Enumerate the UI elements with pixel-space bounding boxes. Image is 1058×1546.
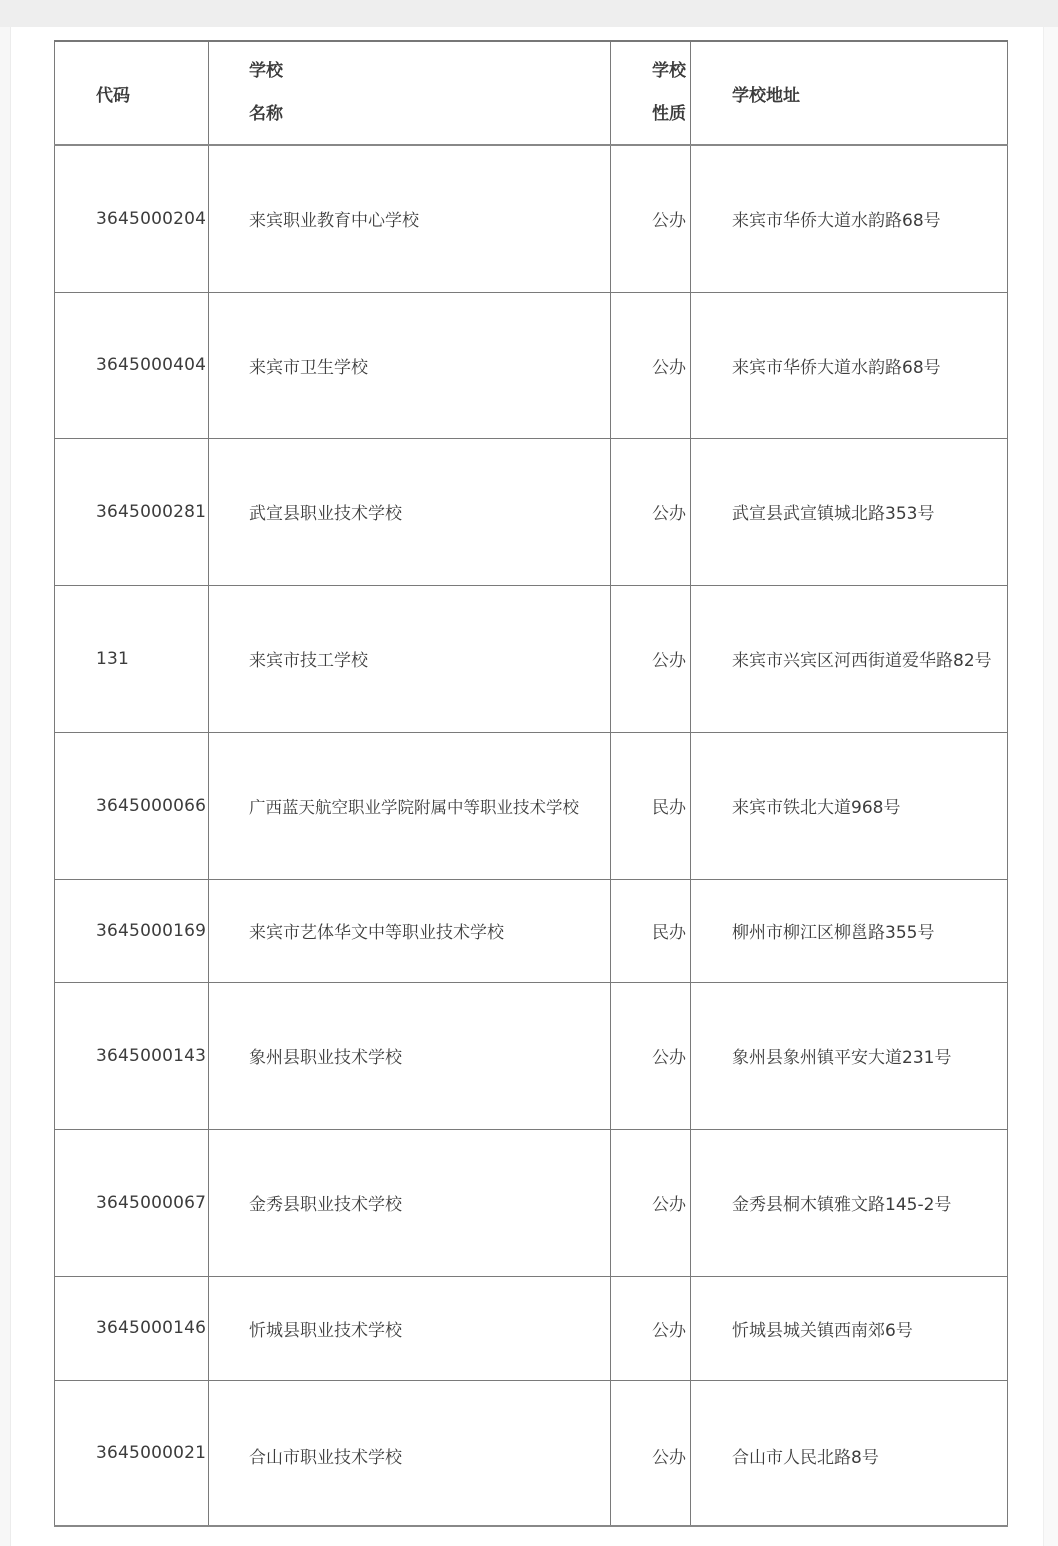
school-code: 3645000143	[96, 1045, 207, 1066]
cell-address	[691, 1276, 1008, 1380]
school-name: 广西蓝天航空职业学院附属中等职业技术学校	[249, 797, 579, 817]
table-row	[55, 879, 1008, 982]
school-type: 公办	[652, 1447, 686, 1468]
school-address: 忻城县城关镇西南郊6号	[732, 1320, 913, 1341]
cell-type	[611, 1380, 691, 1526]
school-type: 民办	[652, 798, 686, 818]
school-name: 来宾职业教育中心学校	[249, 211, 419, 232]
header-school-name	[209, 41, 611, 145]
cell-name	[209, 1276, 611, 1380]
cell-code	[55, 145, 209, 292]
cell-type	[611, 1129, 691, 1276]
cell-type	[611, 879, 691, 982]
school-type: 公办	[652, 1320, 686, 1341]
school-type: 民办	[652, 923, 686, 943]
school-code: 3645000169	[96, 920, 207, 941]
header-code	[55, 41, 209, 145]
school-name: 来宾市技工学校	[249, 651, 368, 671]
right-page-margin	[1043, 27, 1058, 1546]
school-address: 武宣县武宣镇城北路353号	[732, 504, 935, 524]
cell-type	[611, 585, 691, 732]
school-code: 3645000281	[96, 501, 207, 522]
header-name-line2: 名称	[249, 104, 283, 124]
cell-type	[611, 732, 691, 879]
school-code: 3645000146	[96, 1318, 207, 1338]
cell-code	[55, 292, 209, 438]
school-address: 金秀县桐木镇雅文路145-2号	[732, 1195, 952, 1215]
school-address: 来宾市华侨大道水韵路68号	[732, 357, 941, 378]
school-code: 3645000404	[96, 355, 207, 375]
school-address: 来宾市兴宾区河西街道爱华路82号	[732, 651, 992, 671]
header-address-label: 学校地址	[732, 85, 800, 106]
cell-code	[55, 1380, 209, 1526]
school-name: 武宣县职业技术学校	[249, 504, 402, 524]
table-row	[55, 732, 1008, 879]
school-code: 3645000021	[96, 1442, 207, 1463]
school-type: 公办	[652, 1048, 686, 1068]
cell-code	[55, 1129, 209, 1276]
cell-address	[691, 292, 1008, 438]
table-row	[55, 982, 1008, 1129]
header-name-line1: 学校	[249, 61, 283, 81]
cell-address	[691, 145, 1008, 292]
cell-name	[209, 145, 611, 292]
left-page-margin	[0, 27, 11, 1546]
cell-type	[611, 982, 691, 1129]
cell-type	[611, 145, 691, 292]
cell-code	[55, 438, 209, 585]
school-name: 来宾市卫生学校	[249, 357, 368, 378]
cell-type	[611, 438, 691, 585]
table-row	[55, 292, 1008, 438]
table-row	[55, 1276, 1008, 1380]
cell-code	[55, 1276, 209, 1380]
cell-code	[55, 585, 209, 732]
school-address: 合山市人民北路8号	[732, 1447, 879, 1468]
cell-name	[209, 585, 611, 732]
school-name: 合山市职业技术学校	[249, 1447, 402, 1468]
school-type: 公办	[652, 357, 686, 378]
cell-code	[55, 879, 209, 982]
school-type: 公办	[652, 651, 686, 671]
cell-name	[209, 292, 611, 438]
header-type-line2: 性质	[652, 104, 686, 124]
school-address: 柳州市柳江区柳邕路355号	[732, 923, 935, 943]
cell-name	[209, 438, 611, 585]
school-type: 公办	[652, 504, 686, 524]
school-table	[54, 40, 1008, 1527]
school-table-container	[54, 40, 1008, 1527]
school-address: 来宾市铁北大道968号	[732, 798, 901, 818]
cell-name	[209, 1380, 611, 1526]
school-address: 来宾市华侨大道水韵路68号	[732, 211, 941, 232]
school-type: 公办	[652, 211, 686, 232]
cell-address	[691, 1129, 1008, 1276]
cell-name	[209, 732, 611, 879]
school-name: 象州县职业技术学校	[249, 1048, 402, 1068]
cell-address	[691, 879, 1008, 982]
school-address: 象州县象州镇平安大道231号	[732, 1048, 952, 1068]
cell-name	[209, 1129, 611, 1276]
table-row	[55, 1129, 1008, 1276]
table-header-row	[55, 41, 1008, 145]
cell-address	[691, 732, 1008, 879]
cell-name	[209, 982, 611, 1129]
cell-address	[691, 585, 1008, 732]
cell-address	[691, 982, 1008, 1129]
cell-address	[691, 1380, 1008, 1526]
header-address	[691, 41, 1008, 145]
school-name: 来宾市艺体华文中等职业技术学校	[249, 923, 504, 943]
school-name: 金秀县职业技术学校	[249, 1195, 402, 1215]
school-code: 3645000066	[96, 795, 207, 816]
cell-address	[691, 438, 1008, 585]
school-code: 131	[96, 648, 130, 669]
header-school-type	[611, 41, 691, 145]
cell-code	[55, 732, 209, 879]
table-row	[55, 438, 1008, 585]
cell-type	[611, 292, 691, 438]
cell-code	[55, 982, 209, 1129]
header-code-label: 代码	[96, 85, 130, 106]
school-name: 忻城县职业技术学校	[249, 1320, 402, 1341]
table-row	[55, 145, 1008, 292]
school-code: 3645000067	[96, 1192, 207, 1213]
cell-type	[611, 1276, 691, 1380]
top-gray-band	[0, 0, 1058, 27]
school-type: 公办	[652, 1195, 686, 1215]
table-row	[55, 1380, 1008, 1526]
table-row	[55, 585, 1008, 732]
header-type-line1: 学校	[652, 61, 686, 81]
school-code: 3645000204	[96, 208, 207, 229]
cell-name	[209, 879, 611, 982]
